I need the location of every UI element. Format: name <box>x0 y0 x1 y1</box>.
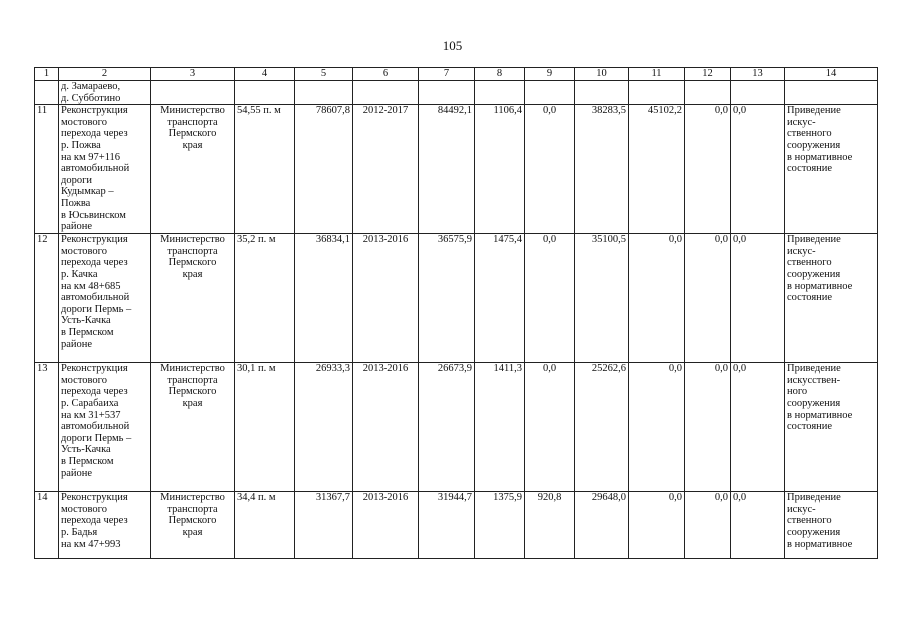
cost-total: 26933,3 <box>295 363 353 492</box>
value-col-9: 0,0 <box>525 234 575 363</box>
value-col-12: 0,0 <box>685 234 731 363</box>
column-header: 4 <box>235 68 295 81</box>
table-row <box>35 105 878 234</box>
value-col-13: 0,0 <box>731 492 785 559</box>
value-col-7: 26673,9 <box>419 363 475 492</box>
table-row <box>35 234 878 363</box>
value-col-11: 0,0 <box>629 492 685 559</box>
expected-result: Приведение искус- ственного сооружения в нормативное <box>785 492 878 559</box>
value-col-8: 1106,4 <box>475 105 525 234</box>
responsible-org: Министерство транспорта Пермского края <box>151 363 235 492</box>
object-name: Реконструкция мостового перехода через р. Бадья на км 47+993 <box>59 492 151 559</box>
column-header: 11 <box>629 68 685 81</box>
implementation-period: 2012-2017 <box>353 105 419 234</box>
column-header: 14 <box>785 68 878 81</box>
value-col-9: 920,8 <box>525 492 575 559</box>
value-col-11: 0,0 <box>629 234 685 363</box>
implementation-period: 2013-2016 <box>353 492 419 559</box>
value-col-10: 35100,5 <box>575 234 629 363</box>
object-name: д. Замараево, д. Субботино <box>59 81 151 105</box>
value-col-8: 1475,4 <box>475 234 525 363</box>
object-length: 35,2 п. м <box>235 234 295 363</box>
responsible-org: Министерство транспорта Пермского края <box>151 234 235 363</box>
row-number: 13 <box>35 363 59 492</box>
page-number: 105 <box>442 38 463 53</box>
column-header: 9 <box>525 68 575 81</box>
value-col-10: 29648,0 <box>575 492 629 559</box>
cost-total: 31367,7 <box>295 492 353 559</box>
row-number: 14 <box>35 492 59 559</box>
continuation-row <box>35 81 878 105</box>
value-col-9: 0,0 <box>525 363 575 492</box>
implementation-period: 2013-2016 <box>353 363 419 492</box>
table-row <box>35 363 878 492</box>
value-col-9: 0,0 <box>525 105 575 234</box>
value-col-10: 38283,5 <box>575 105 629 234</box>
column-header: 1 <box>35 68 59 81</box>
value-col-11: 0,0 <box>629 363 685 492</box>
responsible-org: Министерство транспорта Пермского края <box>151 492 235 559</box>
cost-total: 78607,8 <box>295 105 353 234</box>
value-col-7: 31944,7 <box>419 492 475 559</box>
value-col-11: 45102,2 <box>629 105 685 234</box>
program-table <box>34 67 878 559</box>
object-name: Реконструкция мостового перехода через р. Качка на км 48+685 автомобильной дороги Пермь – Усть-Качка в Пермском районе <box>59 234 151 363</box>
value-col-12: 0,0 <box>685 363 731 492</box>
object-name: Реконструкция мостового перехода через р. Сарабаиха на км 31+537 автомобильной дороги Пермь – Усть-Качка в Пермском районе <box>59 363 151 492</box>
row-number: 11 <box>35 105 59 234</box>
expected-result: Приведение искус- ственного сооружения в нормативное состояние <box>785 234 878 363</box>
value-col-12: 0,0 <box>685 492 731 559</box>
value-col-8: 1375,9 <box>475 492 525 559</box>
object-name: Реконструкция мостового перехода через р. Пожва на км 97+116 автомобильной дороги Кудымкар – Пожва в Юсьвинском районе <box>59 105 151 234</box>
object-length: 54,55 п. м <box>235 105 295 234</box>
column-header: 8 <box>475 68 525 81</box>
object-length: 34,4 п. м <box>235 492 295 559</box>
column-header: 3 <box>151 68 235 81</box>
cost-total: 36834,1 <box>295 234 353 363</box>
object-length: 30,1 п. м <box>235 363 295 492</box>
value-col-7: 84492,1 <box>419 105 475 234</box>
expected-result: Приведение искус- ственного сооружения в нормативное состояние <box>785 105 878 234</box>
value-col-8: 1411,3 <box>475 363 525 492</box>
value-col-12: 0,0 <box>685 105 731 234</box>
value-col-10: 25262,6 <box>575 363 629 492</box>
value-col-13: 0,0 <box>731 234 785 363</box>
responsible-org: Министерство транспорта Пермского края <box>151 105 235 234</box>
column-header: 5 <box>295 68 353 81</box>
column-header: 7 <box>419 68 475 81</box>
value-col-13: 0,0 <box>731 363 785 492</box>
column-header: 6 <box>353 68 419 81</box>
value-col-7: 36575,9 <box>419 234 475 363</box>
column-header: 12 <box>685 68 731 81</box>
column-header: 2 <box>59 68 151 81</box>
column-number-row <box>35 68 878 81</box>
expected-result: Приведение искусствен- ного сооружения в нормативное состояние <box>785 363 878 492</box>
column-header: 13 <box>731 68 785 81</box>
table-row <box>35 492 878 559</box>
row-number: 12 <box>35 234 59 363</box>
implementation-period: 2013-2016 <box>353 234 419 363</box>
column-header: 10 <box>575 68 629 81</box>
value-col-13: 0,0 <box>731 105 785 234</box>
